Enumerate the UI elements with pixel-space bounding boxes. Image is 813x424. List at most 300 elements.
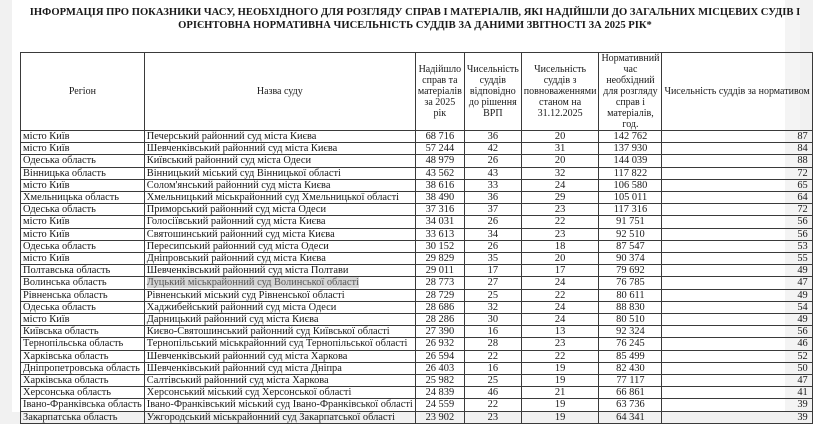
cases-received-cell-text: 30 152 bbox=[425, 240, 455, 252]
judges-normative-cell-text: 55 bbox=[797, 253, 808, 265]
court-name-cell-text: Рівненський міський суд Рівненської області bbox=[146, 289, 345, 301]
judges-vrp-cell-text: 22 bbox=[487, 399, 499, 411]
judges-normative-cell bbox=[662, 240, 812, 252]
judges-authorized-cell-text: 18 bbox=[554, 240, 566, 252]
cases-received-cell-text: 24 559 bbox=[425, 399, 455, 411]
judges-vrp-cell bbox=[464, 131, 521, 143]
header-judges-normative: Чисельність суддів за нормативом bbox=[662, 53, 812, 131]
region-cell-text: Хмельницька область bbox=[23, 192, 120, 204]
judges-normative-cell bbox=[662, 399, 812, 411]
judges-vrp-cell-text: 25 bbox=[487, 289, 499, 301]
judges-vrp-cell-text: 34 bbox=[487, 228, 499, 240]
normative-hours-cell bbox=[599, 167, 662, 179]
judges-authorized-cell bbox=[521, 375, 599, 387]
region-cell-text: Дніпропетровська область bbox=[23, 362, 140, 374]
judges-vrp-cell bbox=[464, 314, 521, 326]
court-name-cell bbox=[144, 216, 415, 228]
cases-received-cell-text: 34 031 bbox=[425, 216, 455, 228]
table-row bbox=[21, 362, 813, 374]
region-cell bbox=[21, 350, 145, 362]
courts-table bbox=[20, 52, 813, 424]
judges-normative-cell-text: 52 bbox=[797, 350, 808, 362]
cases-received-cell bbox=[415, 314, 464, 326]
normative-hours-cell-text: 80 510 bbox=[616, 314, 645, 326]
region-cell-text: місто Київ bbox=[23, 253, 70, 265]
judges-normative-cell bbox=[662, 326, 812, 338]
judges-authorized-cell bbox=[521, 192, 599, 204]
judges-authorized-cell bbox=[521, 387, 599, 399]
judges-vrp-cell bbox=[464, 326, 521, 338]
judges-normative-cell-text: 50 bbox=[797, 362, 808, 374]
table-row bbox=[21, 399, 813, 411]
cases-received-cell-text: 28 686 bbox=[425, 301, 455, 313]
cases-received-cell-text: 28 729 bbox=[425, 289, 455, 301]
cases-received-cell bbox=[415, 350, 464, 362]
table-row bbox=[21, 179, 813, 191]
judges-normative-cell-text: 72 bbox=[797, 167, 808, 179]
table-row bbox=[21, 143, 813, 155]
region-cell bbox=[21, 167, 145, 179]
table-row bbox=[21, 277, 813, 289]
judges-authorized-cell bbox=[521, 277, 599, 289]
cases-received-cell-text: 24 839 bbox=[425, 387, 455, 399]
cases-received-cell bbox=[415, 362, 464, 374]
judges-vrp-cell-text: 33 bbox=[487, 179, 499, 191]
court-name-cell bbox=[144, 387, 415, 399]
document-title bbox=[20, 6, 810, 32]
judges-authorized-cell bbox=[521, 131, 599, 143]
normative-hours-cell-text: 63 736 bbox=[616, 399, 645, 411]
court-name-cell bbox=[144, 143, 415, 155]
table-row bbox=[21, 131, 813, 143]
normative-hours-cell-text: 92 510 bbox=[616, 228, 645, 240]
region-cell bbox=[21, 179, 145, 191]
region-cell-text: місто Київ bbox=[23, 216, 70, 228]
normative-hours-cell-text: 90 374 bbox=[616, 253, 645, 265]
region-cell bbox=[21, 131, 145, 143]
judges-authorized-cell-text: 23 bbox=[554, 228, 566, 240]
region-cell bbox=[21, 265, 145, 277]
normative-hours-cell-text: 82 430 bbox=[616, 362, 645, 374]
cases-received-cell-text: 57 244 bbox=[425, 143, 455, 155]
normative-hours-cell bbox=[599, 240, 662, 252]
judges-vrp-cell bbox=[464, 143, 521, 155]
court-name-cell-text: Печерський районний суд міста Києва bbox=[146, 131, 317, 142]
normative-hours-cell bbox=[599, 362, 662, 374]
judges-normative-cell-text: 49 bbox=[797, 265, 808, 277]
judges-authorized-cell bbox=[521, 399, 599, 411]
cases-received-cell bbox=[415, 155, 464, 167]
judges-normative-cell-text: 53 bbox=[797, 240, 808, 252]
judges-normative-cell-text: 47 bbox=[797, 375, 808, 387]
judges-authorized-cell bbox=[521, 167, 599, 179]
court-name-cell bbox=[144, 399, 415, 411]
court-name-cell-text: Шевченківський районний суд міста Дніпра bbox=[146, 362, 342, 374]
court-name-cell bbox=[144, 167, 415, 179]
court-name-cell-text: Ужгородський міськрайонний суд Закарпатської області bbox=[146, 411, 395, 423]
cases-received-cell bbox=[415, 167, 464, 179]
judges-vrp-cell-text: 27 bbox=[487, 277, 499, 289]
judges-authorized-cell-text: 22 bbox=[554, 350, 566, 362]
court-name-cell-text: Луцький міськрайонний суд Волинської області bbox=[146, 277, 359, 289]
judges-authorized-cell bbox=[521, 143, 599, 155]
judges-normative-cell bbox=[662, 338, 812, 350]
normative-hours-cell-text: 76 785 bbox=[616, 277, 645, 289]
judges-vrp-cell bbox=[464, 362, 521, 374]
table-row bbox=[21, 411, 813, 423]
judges-authorized-cell bbox=[521, 411, 599, 423]
judges-authorized-cell bbox=[521, 326, 599, 338]
region-cell-text: Харківська область bbox=[23, 375, 109, 387]
judges-normative-cell-text: 49 bbox=[797, 314, 808, 326]
judges-normative-cell-text: 88 bbox=[797, 155, 808, 167]
judges-vrp-cell-text: 36 bbox=[487, 192, 499, 204]
region-cell-text: Одеська область bbox=[23, 240, 96, 252]
judges-authorized-cell bbox=[521, 216, 599, 228]
judges-authorized-cell-text: 24 bbox=[554, 179, 566, 191]
judges-normative-cell bbox=[662, 216, 812, 228]
table-row bbox=[21, 326, 813, 338]
region-cell-text: Одеська область bbox=[23, 204, 96, 216]
cases-received-cell-text: 29 829 bbox=[425, 253, 455, 265]
table-row bbox=[21, 155, 813, 167]
normative-hours-cell bbox=[599, 289, 662, 301]
judges-vrp-cell-text: 23 bbox=[487, 411, 499, 423]
court-name-cell bbox=[144, 204, 415, 216]
court-name-cell bbox=[144, 265, 415, 277]
cases-received-cell-text: 38 616 bbox=[425, 179, 455, 191]
judges-normative-cell bbox=[662, 179, 812, 191]
cases-received-cell bbox=[415, 301, 464, 313]
cases-received-cell-text: 25 982 bbox=[425, 375, 455, 387]
judges-normative-cell bbox=[662, 155, 812, 167]
cases-received-cell bbox=[415, 289, 464, 301]
judges-vrp-cell bbox=[464, 240, 521, 252]
cases-received-cell bbox=[415, 253, 464, 265]
normative-hours-cell bbox=[599, 338, 662, 350]
normative-hours-cell bbox=[599, 265, 662, 277]
judges-normative-cell-text: 87 bbox=[797, 131, 808, 142]
cases-received-cell-text: 28 286 bbox=[425, 314, 455, 326]
judges-authorized-cell-text: 22 bbox=[554, 216, 566, 228]
table-row bbox=[21, 314, 813, 326]
table-row bbox=[21, 289, 813, 301]
table-row bbox=[21, 228, 813, 240]
table-row bbox=[21, 301, 813, 313]
judges-authorized-cell-text: 24 bbox=[554, 277, 566, 289]
normative-hours-cell-text: 76 245 bbox=[616, 338, 645, 350]
judges-authorized-cell-text: 20 bbox=[554, 155, 566, 167]
court-name-cell-text: Івано-Франківський міський суд Івано-Франківської області bbox=[146, 399, 413, 411]
judges-normative-cell bbox=[662, 350, 812, 362]
court-name-cell bbox=[144, 277, 415, 289]
court-name-cell bbox=[144, 326, 415, 338]
court-name-cell bbox=[144, 289, 415, 301]
cases-received-cell bbox=[415, 338, 464, 350]
judges-vrp-cell bbox=[464, 204, 521, 216]
cases-received-cell bbox=[415, 216, 464, 228]
court-name-cell bbox=[144, 338, 415, 350]
normative-hours-cell bbox=[599, 216, 662, 228]
judges-authorized-cell-text: 19 bbox=[554, 362, 566, 374]
judges-authorized-cell-text: 20 bbox=[554, 253, 566, 265]
judges-vrp-cell-text: 42 bbox=[487, 143, 499, 155]
region-cell-text: Полтавська область bbox=[23, 265, 111, 277]
normative-hours-cell bbox=[599, 350, 662, 362]
judges-authorized-cell bbox=[521, 155, 599, 167]
court-name-cell-text: Шевченківський районний суд міста Полтави bbox=[146, 265, 349, 277]
cases-received-cell bbox=[415, 228, 464, 240]
cases-received-cell-text: 26 932 bbox=[425, 338, 455, 350]
judges-vrp-cell-text: 36 bbox=[487, 131, 499, 142]
judges-normative-cell bbox=[662, 411, 812, 423]
judges-authorized-cell bbox=[521, 362, 599, 374]
normative-hours-cell-text: 137 930 bbox=[613, 143, 648, 155]
cases-received-cell bbox=[415, 326, 464, 338]
court-name-cell-text: Святошинський районний суд міста Києва bbox=[146, 228, 335, 240]
judges-vrp-cell bbox=[464, 179, 521, 191]
judges-normative-cell bbox=[662, 253, 812, 265]
judges-vrp-cell bbox=[464, 350, 521, 362]
judges-vrp-cell-text: 16 bbox=[487, 326, 499, 338]
court-name-cell-text: Пересипський районний суд міста Одеси bbox=[146, 240, 329, 252]
court-name-cell bbox=[144, 228, 415, 240]
region-cell-text: Харківська область bbox=[23, 350, 109, 362]
judges-authorized-cell-text: 17 bbox=[554, 265, 566, 277]
judges-normative-cell bbox=[662, 362, 812, 374]
normative-hours-cell bbox=[599, 143, 662, 155]
table-row bbox=[21, 350, 813, 362]
judges-vrp-cell bbox=[464, 301, 521, 313]
judges-vrp-cell bbox=[464, 277, 521, 289]
region-cell-text: місто Київ bbox=[23, 228, 70, 240]
cases-received-cell bbox=[415, 277, 464, 289]
judges-vrp-cell-text: 46 bbox=[487, 387, 499, 399]
court-name-cell bbox=[144, 253, 415, 265]
judges-normative-cell bbox=[662, 265, 812, 277]
region-cell bbox=[21, 277, 145, 289]
region-cell-text: Одеська область bbox=[23, 155, 96, 167]
normative-hours-cell-text: 64 341 bbox=[616, 411, 645, 423]
court-name-cell bbox=[144, 350, 415, 362]
header-region: Регіон bbox=[21, 53, 145, 131]
judges-normative-cell-text: 84 bbox=[797, 143, 808, 155]
normative-hours-cell bbox=[599, 253, 662, 265]
table-row bbox=[21, 240, 813, 252]
judges-vrp-cell bbox=[464, 216, 521, 228]
court-name-cell-text: Шевченківський районний суд міста Харкова bbox=[146, 350, 348, 362]
judges-normative-cell-text: 47 bbox=[797, 277, 808, 289]
judges-authorized-cell-text: 20 bbox=[554, 131, 566, 142]
judges-normative-cell bbox=[662, 167, 812, 179]
cases-received-cell-text: 23 902 bbox=[425, 411, 455, 423]
header-court-name: Назва суду bbox=[144, 53, 415, 131]
court-name-cell bbox=[144, 411, 415, 423]
cases-received-cell-text: 28 773 bbox=[425, 277, 455, 289]
judges-normative-cell-text: 39 bbox=[797, 399, 808, 411]
judges-vrp-cell-text: 25 bbox=[487, 375, 499, 387]
normative-hours-cell bbox=[599, 399, 662, 411]
court-name-cell-text: Салтівський районний суд міста Харкова bbox=[146, 375, 329, 387]
judges-authorized-cell-text: 22 bbox=[554, 289, 566, 301]
normative-hours-cell-text: 91 751 bbox=[616, 216, 645, 228]
cases-received-cell-text: 29 011 bbox=[425, 265, 454, 277]
table-row bbox=[21, 192, 813, 204]
judges-normative-cell bbox=[662, 289, 812, 301]
judges-authorized-cell bbox=[521, 301, 599, 313]
judges-normative-cell bbox=[662, 277, 812, 289]
judges-normative-cell bbox=[662, 301, 812, 313]
judges-authorized-cell bbox=[521, 228, 599, 240]
court-name-cell-text: Києво-Святошинський районний суд Київської області bbox=[146, 326, 390, 338]
region-cell bbox=[21, 314, 145, 326]
table-row bbox=[21, 167, 813, 179]
normative-hours-cell-text: 77 117 bbox=[616, 375, 645, 387]
region-cell bbox=[21, 216, 145, 228]
table-row bbox=[21, 265, 813, 277]
cases-received-cell-text: 33 613 bbox=[425, 228, 455, 240]
cases-received-cell-text: 43 562 bbox=[425, 167, 455, 179]
normative-hours-cell bbox=[599, 326, 662, 338]
judges-vrp-cell-text: 17 bbox=[487, 265, 499, 277]
judges-vrp-cell-text: 43 bbox=[487, 167, 499, 179]
court-name-cell bbox=[144, 301, 415, 313]
region-cell bbox=[21, 192, 145, 204]
judges-normative-cell-text: 41 bbox=[797, 387, 808, 399]
court-name-cell bbox=[144, 179, 415, 191]
normative-hours-cell bbox=[599, 277, 662, 289]
judges-vrp-cell bbox=[464, 411, 521, 423]
court-name-cell bbox=[144, 240, 415, 252]
region-cell-text: Київська область bbox=[23, 326, 99, 338]
judges-vrp-cell bbox=[464, 289, 521, 301]
table-row bbox=[21, 253, 813, 265]
region-cell bbox=[21, 204, 145, 216]
region-cell bbox=[21, 362, 145, 374]
judges-normative-cell-text: 65 bbox=[797, 179, 808, 191]
cases-received-cell-text: 26 594 bbox=[425, 350, 455, 362]
judges-vrp-cell-text: 22 bbox=[487, 350, 499, 362]
region-cell bbox=[21, 375, 145, 387]
judges-authorized-cell bbox=[521, 338, 599, 350]
cases-received-cell bbox=[415, 411, 464, 423]
judges-vrp-cell bbox=[464, 228, 521, 240]
region-cell-text: Рівненська область bbox=[23, 289, 108, 301]
normative-hours-cell bbox=[599, 411, 662, 423]
normative-hours-cell-text: 106 580 bbox=[613, 179, 648, 191]
cases-received-cell bbox=[415, 387, 464, 399]
judges-authorized-cell-text: 31 bbox=[554, 143, 566, 155]
judges-normative-cell-text: 56 bbox=[797, 228, 808, 240]
normative-hours-cell-text: 87 547 bbox=[616, 240, 645, 252]
header-normative-hours: Нормативний час необхідний для розгляду справ і матеріалів, год. bbox=[599, 53, 662, 131]
judges-vrp-cell bbox=[464, 375, 521, 387]
region-cell bbox=[21, 155, 145, 167]
judges-vrp-cell bbox=[464, 387, 521, 399]
court-name-cell-text: Шевченківський районний суд міста Києва bbox=[146, 143, 338, 155]
judges-vrp-cell bbox=[464, 265, 521, 277]
cases-received-cell-text: 68 716 bbox=[425, 131, 455, 142]
region-cell-text: місто Київ bbox=[23, 143, 70, 155]
judges-authorized-cell bbox=[521, 240, 599, 252]
region-cell bbox=[21, 228, 145, 240]
normative-hours-cell-text: 79 692 bbox=[616, 265, 645, 277]
judges-vrp-cell bbox=[464, 167, 521, 179]
judges-authorized-cell-text: 23 bbox=[554, 338, 566, 350]
cases-received-cell-text: 48 979 bbox=[425, 155, 455, 167]
normative-hours-cell bbox=[599, 155, 662, 167]
region-cell-text: місто Київ bbox=[23, 179, 70, 191]
judges-authorized-cell-text: 24 bbox=[554, 314, 566, 326]
judges-authorized-cell bbox=[521, 179, 599, 191]
judges-authorized-cell bbox=[521, 253, 599, 265]
judges-authorized-cell bbox=[521, 314, 599, 326]
region-cell-text: місто Київ bbox=[23, 314, 70, 326]
judges-normative-cell bbox=[662, 228, 812, 240]
judges-authorized-cell-text: 24 bbox=[554, 301, 566, 313]
judges-authorized-cell bbox=[521, 289, 599, 301]
judges-vrp-cell-text: 16 bbox=[487, 362, 499, 374]
cases-received-cell-text: 38 490 bbox=[425, 192, 455, 204]
cases-received-cell bbox=[415, 240, 464, 252]
judges-authorized-cell-text: 19 bbox=[554, 399, 566, 411]
table-row bbox=[21, 204, 813, 216]
normative-hours-cell-text: 117 316 bbox=[613, 204, 648, 216]
judges-vrp-cell-text: 30 bbox=[487, 314, 499, 326]
region-cell bbox=[21, 387, 145, 399]
court-name-cell-text: Дніпровський районний суд міста Києва bbox=[146, 253, 326, 265]
normative-hours-cell bbox=[599, 301, 662, 313]
cases-received-cell bbox=[415, 179, 464, 191]
court-name-cell-text: Хаджибейський районний суд міста Одеси bbox=[146, 301, 337, 313]
region-cell-text: Вінницька область bbox=[23, 167, 106, 179]
judges-normative-cell bbox=[662, 143, 812, 155]
cases-received-cell bbox=[415, 375, 464, 387]
normative-hours-cell-text: 105 011 bbox=[613, 192, 648, 204]
judges-vrp-cell-text: 28 bbox=[487, 338, 499, 350]
judges-normative-cell bbox=[662, 387, 812, 399]
judges-normative-cell bbox=[662, 131, 812, 143]
region-cell-text: Волинська область bbox=[23, 277, 107, 289]
judges-normative-cell bbox=[662, 314, 812, 326]
region-cell-text: місто Київ bbox=[23, 131, 70, 142]
judges-normative-cell-text: 49 bbox=[797, 289, 808, 301]
normative-hours-cell bbox=[599, 375, 662, 387]
court-name-cell bbox=[144, 155, 415, 167]
court-name-cell-text: Херсонський міський суд Херсонської області bbox=[146, 387, 352, 399]
cases-received-cell bbox=[415, 192, 464, 204]
judges-authorized-cell-text: 23 bbox=[554, 204, 566, 216]
court-name-cell-text: Солом'янський районний суд міста Києва bbox=[146, 179, 331, 191]
table-body bbox=[21, 131, 813, 424]
normative-hours-cell bbox=[599, 204, 662, 216]
judges-vrp-cell bbox=[464, 155, 521, 167]
judges-authorized-cell-text: 21 bbox=[554, 387, 566, 399]
judges-vrp-cell bbox=[464, 192, 521, 204]
judges-normative-cell-text: 46 bbox=[797, 338, 808, 350]
judges-authorized-cell bbox=[521, 265, 599, 277]
judges-vrp-cell bbox=[464, 253, 521, 265]
table-header-row bbox=[21, 53, 813, 131]
judges-vrp-cell bbox=[464, 399, 521, 411]
region-cell bbox=[21, 289, 145, 301]
judges-vrp-cell-text: 37 bbox=[487, 204, 499, 216]
region-cell bbox=[21, 253, 145, 265]
judges-authorized-cell-text: 32 bbox=[554, 167, 566, 179]
judges-vrp-cell-text: 26 bbox=[487, 216, 499, 228]
region-cell-text: Одеська область bbox=[23, 301, 96, 313]
cases-received-cell-text: 26 403 bbox=[425, 362, 455, 374]
